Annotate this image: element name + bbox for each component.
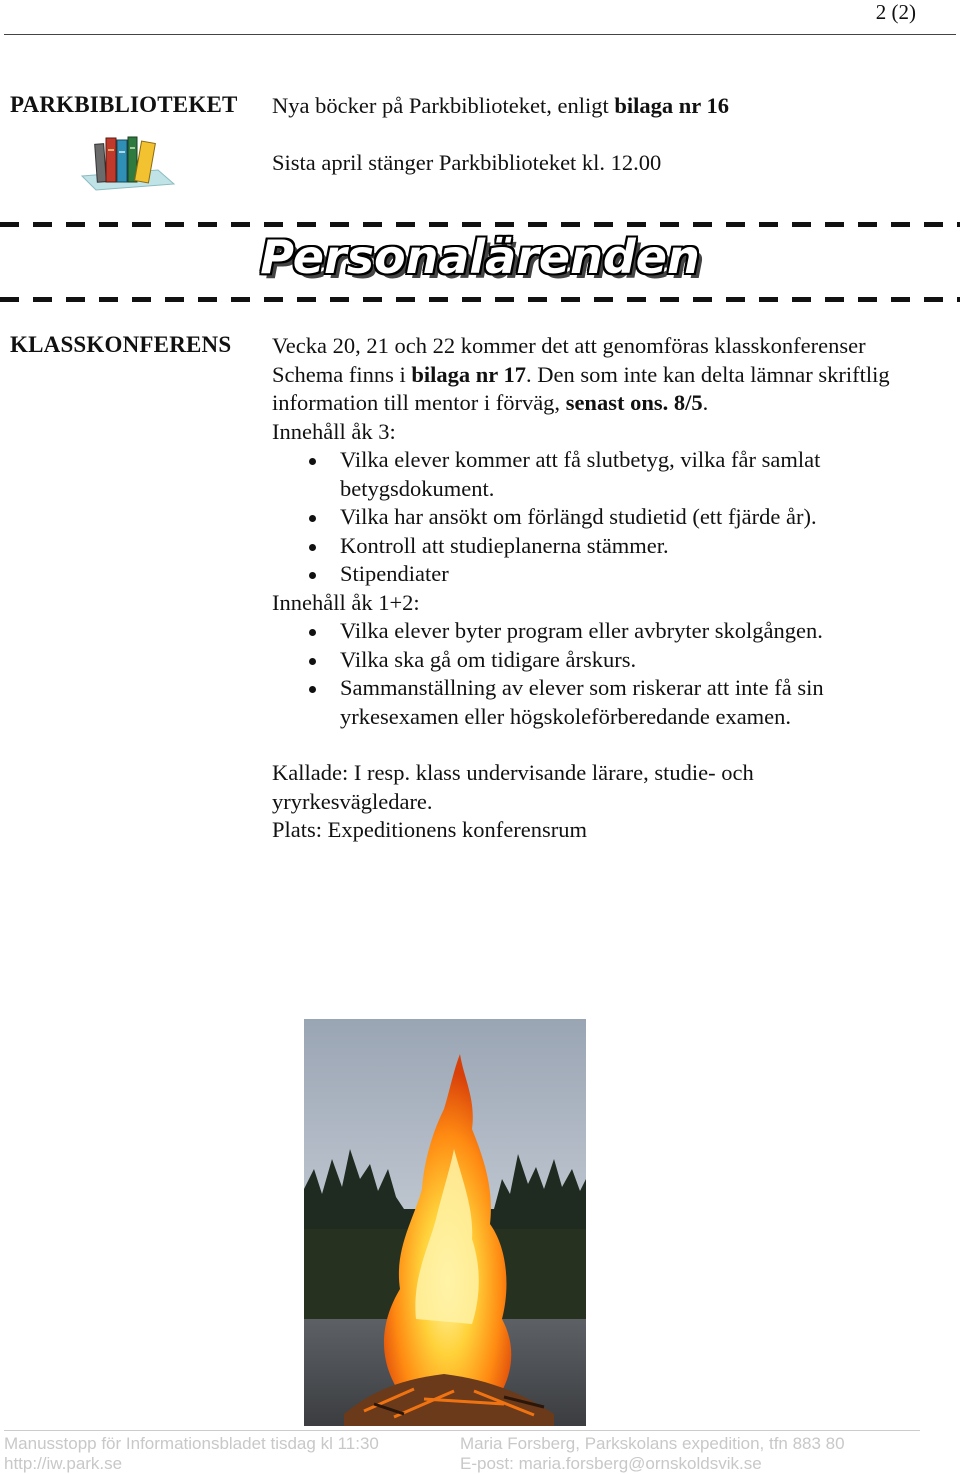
conference-body	[272, 332, 952, 845]
group-2-heading: Innehåll åk 1+2:	[272, 589, 420, 615]
conference-line-3-suffix: .	[702, 390, 709, 415]
conference-line-1: Vecka 20, 21 och 22 kommer det att genomföras klasskonferenser	[272, 333, 866, 358]
email-link[interactable]: E-post: maria.forsberg@ornskoldsvik.se	[460, 1454, 762, 1473]
group-2-list	[272, 617, 952, 731]
conference-label: KLASSKONFERENS	[10, 332, 232, 357]
list-item-text: Vilka har ansökt om förlängd studietid (ett fjärde år).	[340, 504, 817, 529]
bullet-icon	[309, 458, 316, 465]
list-item	[272, 560, 872, 589]
bonfire-photo	[304, 1019, 586, 1426]
conference-line-2	[272, 361, 952, 390]
list-item-text: Vilka elever kommer att få slutbetyg, vilka får samlat betygsdokument.	[340, 447, 821, 501]
footer-left	[4, 1434, 379, 1474]
deadline-note: Manusstopp för Informationsbladet tisdag kl 11:30	[4, 1434, 379, 1453]
library-label: PARKBIBLIOTEKET	[10, 92, 238, 117]
conference-line-3-text: information till mentor i förväg,	[272, 390, 566, 415]
section-divider-top	[0, 222, 960, 227]
bullet-icon	[309, 629, 316, 636]
conference-appendix-ref: bilaga nr 17	[411, 361, 526, 387]
list-item	[272, 646, 872, 675]
library-line-2: Sista april stänger Parkbiblioteket kl. 12.00	[272, 150, 662, 175]
list-item	[272, 446, 872, 503]
bullet-icon	[309, 686, 316, 693]
bullet-icon	[309, 515, 316, 522]
header-rule	[4, 34, 956, 35]
library-appendix-ref: bilaga nr 16	[614, 93, 730, 118]
list-item-text: Stipendiater	[340, 561, 449, 586]
section-divider-bottom	[0, 297, 960, 302]
list-item	[272, 532, 872, 561]
place-text: Plats: Expeditionens konferensrum	[272, 817, 587, 842]
footer-right	[460, 1434, 845, 1474]
section-title: Personalärenden	[260, 230, 700, 284]
list-item-text: Sammanställning av elever som riskerar att inte få sin yrkesexamen eller högskoleförberedande examen.	[340, 675, 824, 729]
contact-info: Maria Forsberg, Parkskolans expedition, tfn 883 80	[460, 1434, 845, 1453]
page-number: 2 (2)	[875, 0, 916, 24]
group-1-list	[272, 446, 952, 589]
website-link[interactable]: http://iw.park.se	[4, 1454, 123, 1473]
bullet-icon	[309, 544, 316, 551]
library-line-1	[272, 92, 729, 121]
conference-line-2-suffix: . Den som inte kan delta lämnar skriftlig	[525, 361, 890, 387]
group-1-heading: Innehåll åk 3:	[272, 418, 396, 444]
library-line-1-text: Nya böcker på Parkbiblioteket, enligt	[272, 93, 615, 118]
list-item-text: Vilka ska gå om tidigare årskurs.	[340, 646, 637, 672]
called-text: Kallade: I resp. klass undervisande lärare, studie- och yryrkesvägledare.	[272, 760, 754, 814]
list-item	[272, 617, 872, 646]
conference-line-3	[272, 389, 952, 418]
list-item	[272, 503, 872, 532]
bullet-icon	[309, 658, 316, 665]
conference-line-2-text: Schema finns i	[272, 361, 412, 387]
books-icon	[78, 132, 178, 194]
bullet-icon	[309, 572, 316, 579]
list-item	[272, 674, 872, 731]
list-item-text: Kontroll att studieplanerna stämmer.	[340, 532, 669, 558]
conference-deadline: senast ons. 8/5	[565, 390, 703, 415]
list-item-text: Vilka elever byter program eller avbryter skolgången.	[340, 618, 823, 643]
footer-rule	[4, 1430, 920, 1431]
